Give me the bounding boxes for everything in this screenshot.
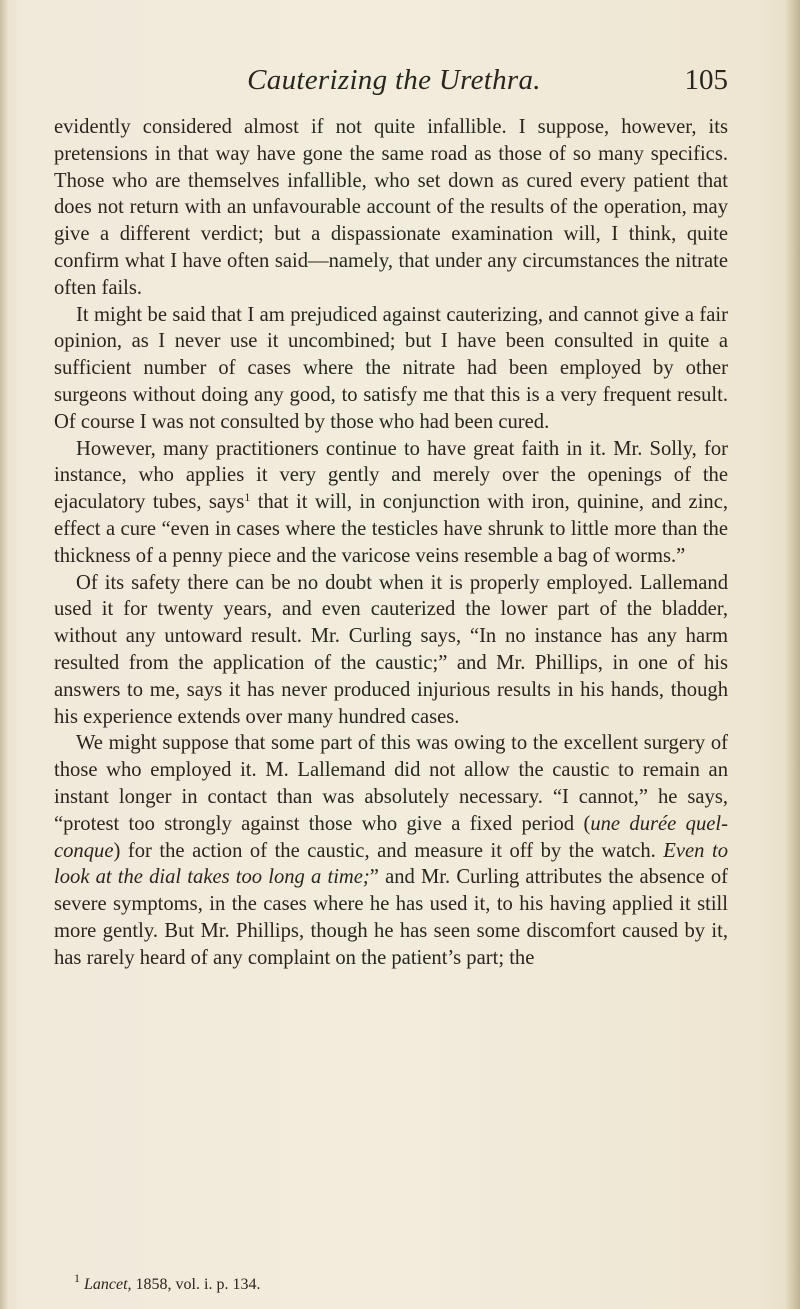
- footnote-marker: 1: [74, 1271, 80, 1285]
- page-header: [60, 64, 728, 104]
- paragraph-text: evidently considered almost if not quite infallible. I suppose, however, its pretensions in that way have gone the same road as those of so many specifics. Those who are themselves infallible, who set down as cured every patient that does not return with an unfavourable account of the results of the operation, may give a different verdict; but a dispassionate examination will, I think, quite confirm what I have often said—namely, that under any circumstances the nitrate often fails.: [54, 116, 728, 299]
- body-text: [54, 114, 728, 972]
- paragraph-text: However, many practitioners continue to have great faith in it. Mr. Solly, for instance, who applies it very gently and merely over the openings of the ejaculatory tubes, says: [54, 437, 728, 514]
- page-edge-right: [786, 0, 800, 1309]
- paragraph: [54, 730, 728, 971]
- paragraph-text: that it will, in conjunction with iron, quinine, and zinc, effect a cure “even in cases where the testicles have shrunk to little more than the thickness of a penny piece and the varicose veins resemble a bag of worms.”: [54, 491, 729, 567]
- italic-text: une durée quel-conque: [54, 812, 728, 862]
- footnote-reference: 1: [244, 490, 251, 505]
- paragraph-text: ” and Mr. Curling attributes the absence of severe symptoms, in the cases where he has used it, to his having applied it still more gently. But Mr. Phillips, though he has seen some discomfort caused by it, has rarely heard of any complaint on the patient’s part; the: [54, 866, 729, 969]
- footnote-source: Lancet,: [84, 1276, 132, 1293]
- paragraph: [54, 302, 728, 436]
- footnote: [54, 1271, 728, 1294]
- running-title: Cauterizing the Urethra.: [247, 64, 541, 96]
- page-edge-left: [0, 0, 8, 1309]
- italic-text: Even to look at the dial takes too long a time;: [54, 839, 728, 889]
- paragraph: [54, 436, 728, 570]
- paragraph: [54, 114, 728, 302]
- page-number: 105: [684, 64, 728, 96]
- paragraph-text: We might suppose that some part of this was owing to the excellent surgery of those who employed it. M. Lallemand did not allow the caustic to remain an instant longer in contact than was absolutely necessary. “I cannot,” he says, “protest too strongly against those who give a fixed period (: [54, 732, 728, 835]
- paragraph-text: Of its safety there can be no doubt when it is properly employed. Lallemand used it for twenty years, and even cauterized the lower part of the bladder, without any untoward result. Mr. Curling says, “In no instance has any harm resulted from the application of the caustic;” and Mr. Phillips, in one of his answers to me, says it has never produced injurious results in his hands, though his experience extends over many hundred cases.: [54, 571, 728, 728]
- paragraph-text: ) for the action of the caustic, and measure it off by the watch.: [113, 839, 664, 862]
- paragraph-text: It might be said that I am prejudiced against cauterizing, and cannot give a fair opinion, as I never use it uncombined; but I have been consulted in quite a sufficient number of cases where the nitrate had been employed by other surgeons without doing any good, to satisfy me that this is a very frequent result. Of course I was not consulted by those who had been cured.: [54, 303, 728, 433]
- paragraph: [54, 570, 728, 731]
- footnote-detail: 1858, vol. i. p. 134.: [131, 1276, 261, 1293]
